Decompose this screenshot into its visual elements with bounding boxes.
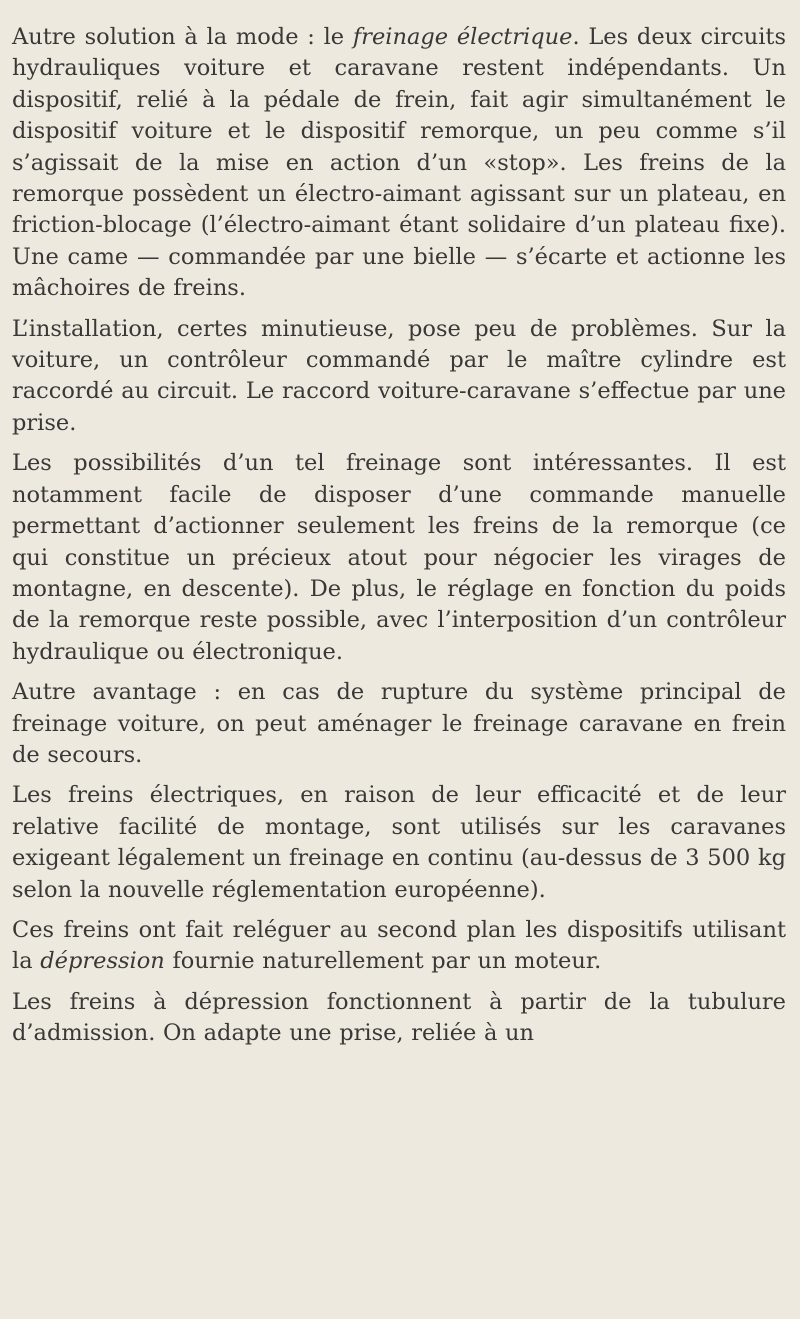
paragraph-6-text-end: fournie naturellement par un moteur.: [164, 948, 602, 975]
term-electric-braking: freinage électrique: [352, 24, 573, 50]
term-vacuum: dépression: [40, 948, 165, 975]
paragraph-1-text-start: Autre solution à la mode : le: [12, 24, 353, 50]
paragraph-electric-brakes-usage: Les freins électriques, en raison de leur efficacité et de leur relative facilité de montage, sont utilisés sur les caravanes exigeant légalement un freinage en continu (au-dessus de 3 500 kg selon la nouvelle réglementation européenne).: [12, 782, 786, 903]
paragraph-vacuum-devices: [12, 915, 786, 978]
paragraph-electric-braking: [12, 22, 786, 305]
paragraph-possibilities: Les possibilités d’un tel freinage sont intéressantes. Il est notamment facile de disposer d’une commande manuelle permettant d’actionner seulement les freins de la remorque (ce qui constitue un précieux atout pour négocier les virages de montagne, en descente). De plus, le réglage en fonction du poids de la remorque reste possible, avec l’interposition d’un contrôleur hydraulique ou électronique.: [12, 450, 786, 665]
paragraph-vacuum-brakes: Les freins à dépression fonctionnent à partir de la tubulure d’admission. On adapte une prise, reliée à un: [12, 988, 786, 1047]
paragraph-installation: L’installation, certes minutieuse, pose peu de problèmes. Sur la voiture, un contrôleur commandé par le maître cylindre est raccordé au circuit. Le raccord voiture-caravane s’effectue par une prise.: [12, 315, 786, 436]
paragraph-6-text-start: Ces freins ont fait reléguer au second plan les dispositifs utilisant la: [12, 916, 786, 975]
paragraph-other-advantage: Autre avantage : en cas de rupture du système principal de freinage voiture, on peut aménager le freinage caravane en frein de secours.: [12, 679, 786, 768]
paragraph-1-text-end: . Les deux circuits hydrauliques voiture et caravane restent indépendants. Un dispositif, relié à la pédale de frein, fait agir simultanément le dispositif voiture et le dispositif remorque, un peu comme s’il s’agissait de la mise en action d’un «stop». Les freins de la remorque possèdent un électro-aimant agissant sur un plateau, en friction-blocage (l’électro-aimant étant solidaire d’un plateau fixe). Une came — commandée par une bielle — s’écarte et actionne les mâchoires de freins.: [12, 24, 786, 302]
